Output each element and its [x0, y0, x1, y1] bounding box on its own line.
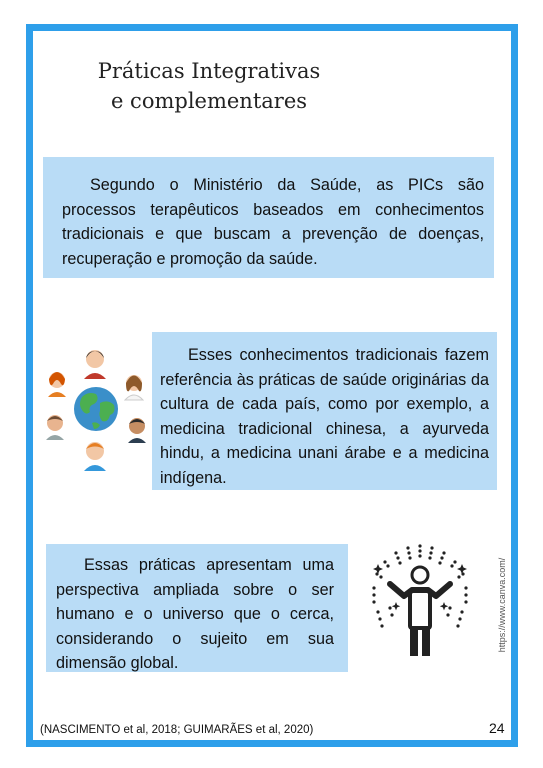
person-avatar-top [84, 350, 106, 379]
page-title: Práticas Integrativas e complementares [97, 59, 321, 113]
reference: (NASCIMENTO et al, 2018; GUIMARÃES et al, 2020) [40, 724, 314, 736]
radiating-dots [372, 544, 467, 627]
image-credit-text: https://www.canva.com/ [497, 557, 507, 653]
image-credit [487, 550, 517, 660]
person-avatar-left-top [48, 372, 66, 397]
globe-icon [74, 387, 118, 431]
paragraph-3: Essas práticas apresentam uma perspectiva ampliada sobre o ser humano e o universo que o cerca, considerando o sujeito em sua dimensão global. [56, 556, 334, 672]
page-number: 24 [489, 720, 505, 736]
text-box-3 [46, 544, 348, 672]
person-avatar-bottom [84, 442, 106, 471]
person-avatar-left-bottom [46, 415, 64, 440]
paragraph-2: Esses conhecimentos tradicionais fazem referência às práticas de saúde originárias da cultura de cada país, como por exemplo, a medicina tradicional chinesa, a ayurveda hindu, a medicina unani árabe e a medicina indígena. [160, 346, 489, 487]
paragraph-1: Segundo o Ministério da Saúde, as PICs são processos terapêuticos baseados em conhecimentos tradicionais e que buscam a prevenção de doenças, recuperação e promoção da saúde. [62, 176, 484, 268]
text-box-2 [152, 332, 497, 490]
text-box-1 [43, 157, 494, 278]
person-radiating-icon [360, 540, 480, 665]
globe-people-illustration [40, 345, 152, 475]
person-avatar-right-top [125, 375, 143, 400]
person-avatar-right-bottom [128, 418, 146, 443]
